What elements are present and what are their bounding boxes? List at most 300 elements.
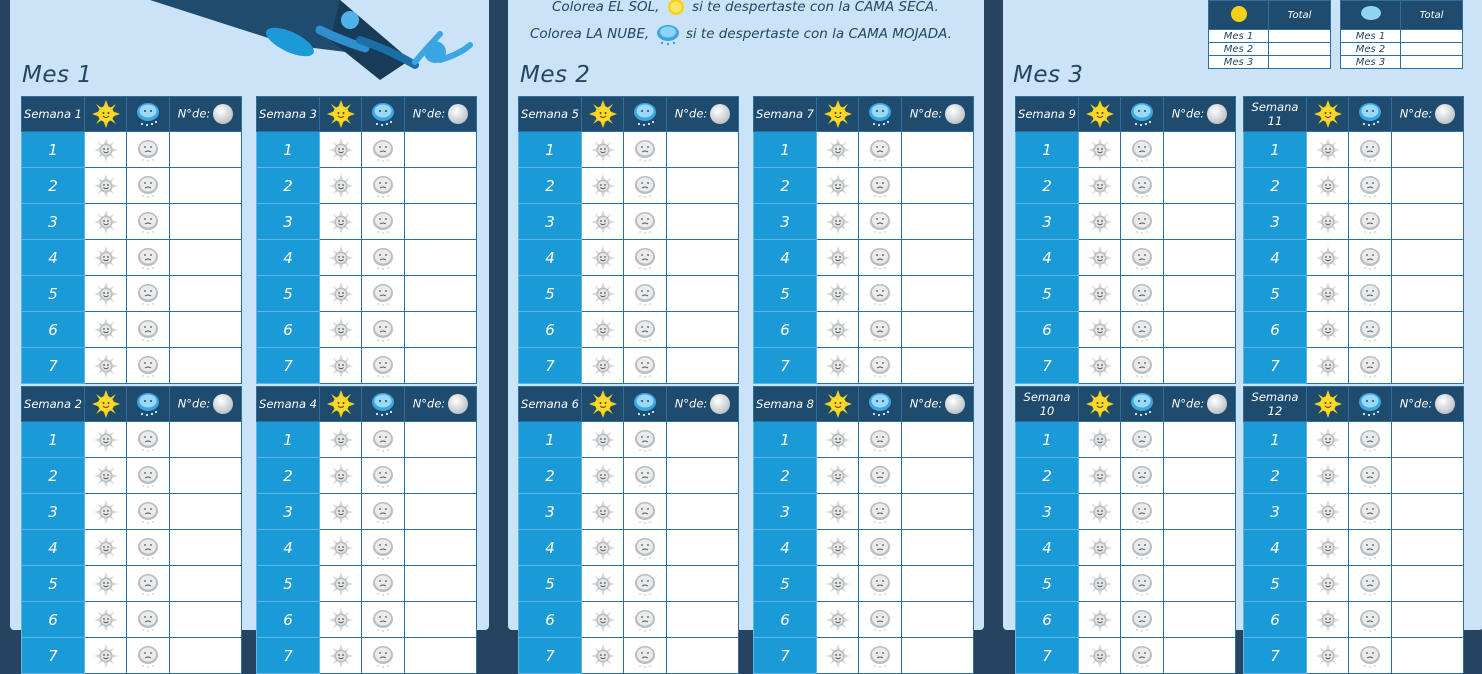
count-cell[interactable] <box>170 276 242 312</box>
count-cell[interactable] <box>405 638 477 674</box>
cloud-icon <box>631 643 659 669</box>
cloud-checkbox[interactable] <box>127 422 170 458</box>
sun-checkbox[interactable] <box>85 168 127 204</box>
cloud-checkbox[interactable] <box>624 240 667 276</box>
count-cell[interactable] <box>1164 494 1236 530</box>
count-cell[interactable] <box>1164 638 1236 674</box>
sun-checkbox[interactable] <box>817 312 859 348</box>
count-cell[interactable] <box>902 602 974 638</box>
cloud-icon <box>1127 99 1157 129</box>
count-label: N°de: <box>1399 106 1433 121</box>
count-cell[interactable] <box>1164 204 1236 240</box>
week-table <box>518 386 739 674</box>
cloud-checkbox[interactable] <box>1121 240 1164 276</box>
count-cell[interactable] <box>1164 566 1236 602</box>
cloud-checkbox[interactable] <box>1349 132 1392 168</box>
sun-icon <box>328 499 354 525</box>
table-row <box>22 638 242 674</box>
count-cell[interactable] <box>667 168 739 204</box>
count-cell[interactable] <box>405 312 477 348</box>
cloud-checkbox[interactable] <box>859 240 902 276</box>
sun-checkbox[interactable] <box>1079 276 1121 312</box>
cloud-icon <box>1128 173 1156 199</box>
sun-checkbox[interactable] <box>320 348 362 384</box>
cloud-icon <box>368 389 398 419</box>
sun-checkbox[interactable] <box>1307 168 1349 204</box>
sun-checkbox[interactable] <box>85 422 127 458</box>
week-table <box>1243 96 1464 384</box>
count-cell[interactable] <box>667 240 739 276</box>
sun-icon <box>588 99 618 129</box>
cloud-checkbox[interactable] <box>1121 566 1164 602</box>
cloud-checkbox[interactable] <box>362 348 405 384</box>
count-cell[interactable] <box>1164 530 1236 566</box>
cloud-checkbox[interactable] <box>859 638 902 674</box>
cloud-checkbox[interactable] <box>1349 348 1392 384</box>
cloud-checkbox[interactable] <box>624 530 667 566</box>
table-row <box>519 458 739 494</box>
sun-icon <box>1087 281 1113 307</box>
count-cell[interactable] <box>405 530 477 566</box>
sun-checkbox[interactable] <box>1307 204 1349 240</box>
count-cell[interactable] <box>170 458 242 494</box>
cloud-checkbox[interactable] <box>1121 422 1164 458</box>
sun-checkbox[interactable] <box>1079 422 1121 458</box>
summary-cell[interactable] <box>1269 43 1331 56</box>
cloud-checkbox[interactable] <box>362 276 405 312</box>
sun-checkbox[interactable] <box>1079 530 1121 566</box>
cloud-checkbox[interactable] <box>624 204 667 240</box>
cloud-icon <box>631 353 659 379</box>
sun-checkbox[interactable] <box>582 458 624 494</box>
count-cell[interactable] <box>1392 276 1464 312</box>
cloud-checkbox[interactable] <box>859 494 902 530</box>
cloud-checkbox[interactable] <box>1121 132 1164 168</box>
sun-checkbox[interactable] <box>85 312 127 348</box>
cloud-checkbox[interactable] <box>624 638 667 674</box>
sun-checkbox[interactable] <box>320 422 362 458</box>
count-cell[interactable] <box>667 348 739 384</box>
cloud-checkbox[interactable] <box>624 566 667 602</box>
cloud-checkbox[interactable] <box>127 638 170 674</box>
sun-icon <box>1315 427 1341 453</box>
summary-cloud-header <box>1341 1 1401 30</box>
table-row <box>1244 458 1464 494</box>
table-row <box>754 132 974 168</box>
cloud-checkbox[interactable] <box>859 530 902 566</box>
sun-checkbox[interactable] <box>320 132 362 168</box>
sun-checkbox[interactable] <box>582 638 624 674</box>
cloud-checkbox[interactable] <box>362 240 405 276</box>
count-cell[interactable] <box>170 530 242 566</box>
sun-checkbox[interactable] <box>1307 530 1349 566</box>
coin-icon <box>1435 104 1455 124</box>
cloud-checkbox[interactable] <box>362 602 405 638</box>
day-number: 3 <box>1244 204 1307 240</box>
count-label: N°de: <box>1171 106 1205 121</box>
sun-checkbox[interactable] <box>582 168 624 204</box>
count-cell[interactable] <box>1392 566 1464 602</box>
sun-checkbox[interactable] <box>582 530 624 566</box>
cloud-checkbox[interactable] <box>127 348 170 384</box>
day-number: 2 <box>257 168 320 204</box>
sun-checkbox[interactable] <box>582 422 624 458</box>
count-cell[interactable] <box>170 132 242 168</box>
sun-checkbox[interactable] <box>320 204 362 240</box>
sun-checkbox[interactable] <box>1079 494 1121 530</box>
cloud-checkbox[interactable] <box>362 204 405 240</box>
sun-checkbox[interactable] <box>817 348 859 384</box>
cloud-checkbox[interactable] <box>859 312 902 348</box>
cloud-checkbox[interactable] <box>127 276 170 312</box>
cloud-checkbox[interactable] <box>1121 276 1164 312</box>
cloud-checkbox[interactable] <box>859 458 902 494</box>
count-cell[interactable] <box>1164 348 1236 384</box>
cloud-icon <box>1128 137 1156 163</box>
cloud-checkbox[interactable] <box>1121 602 1164 638</box>
count-cell[interactable] <box>1392 348 1464 384</box>
count-cell[interactable] <box>902 132 974 168</box>
count-cell[interactable] <box>405 422 477 458</box>
cloud-checkbox[interactable] <box>1349 458 1392 494</box>
sun-checkbox[interactable] <box>1307 602 1349 638</box>
count-cell[interactable] <box>1164 458 1236 494</box>
sun-checkbox[interactable] <box>582 132 624 168</box>
count-cell[interactable] <box>667 566 739 602</box>
sun-checkbox[interactable] <box>320 312 362 348</box>
count-cell[interactable] <box>902 422 974 458</box>
count-cell[interactable] <box>902 494 974 530</box>
cloud-checkbox[interactable] <box>1121 638 1164 674</box>
cloud-checkbox[interactable] <box>1121 494 1164 530</box>
cloud-checkbox[interactable] <box>859 566 902 602</box>
summary-cell[interactable] <box>1269 30 1331 43</box>
sun-checkbox[interactable] <box>1079 204 1121 240</box>
count-label: N°de: <box>177 106 211 121</box>
count-cell[interactable] <box>170 494 242 530</box>
sun-checkbox[interactable] <box>85 132 127 168</box>
count-cell[interactable] <box>667 638 739 674</box>
count-cell[interactable] <box>1392 204 1464 240</box>
cloud-checkbox[interactable] <box>1349 530 1392 566</box>
table-row <box>22 530 242 566</box>
cloud-checkbox[interactable] <box>127 312 170 348</box>
count-cell[interactable] <box>170 240 242 276</box>
count-cell[interactable] <box>902 240 974 276</box>
sun-checkbox[interactable] <box>1079 168 1121 204</box>
summary-cell[interactable] <box>1401 30 1463 43</box>
cloud-checkbox[interactable] <box>1349 602 1392 638</box>
cloud-checkbox[interactable] <box>624 602 667 638</box>
count-cell[interactable] <box>1392 602 1464 638</box>
count-cell[interactable] <box>1164 312 1236 348</box>
count-cell[interactable] <box>405 458 477 494</box>
cloud-checkbox[interactable] <box>1121 458 1164 494</box>
count-cell[interactable] <box>902 276 974 312</box>
count-cell[interactable] <box>902 530 974 566</box>
count-cell[interactable] <box>667 458 739 494</box>
count-cell[interactable] <box>1164 240 1236 276</box>
sun-checkbox[interactable] <box>320 168 362 204</box>
cloud-checkbox[interactable] <box>127 566 170 602</box>
sun-checkbox[interactable] <box>320 240 362 276</box>
cloud-checkbox[interactable] <box>127 168 170 204</box>
day-number: 1 <box>1244 132 1307 168</box>
sun-checkbox[interactable] <box>817 240 859 276</box>
sun-checkbox[interactable] <box>1079 602 1121 638</box>
sun-checkbox[interactable] <box>85 240 127 276</box>
count-cell[interactable] <box>667 204 739 240</box>
count-cell[interactable] <box>405 132 477 168</box>
cloud-checkbox[interactable] <box>362 530 405 566</box>
count-cell[interactable] <box>170 348 242 384</box>
count-cell[interactable] <box>1164 132 1236 168</box>
sun-checkbox[interactable] <box>582 240 624 276</box>
cloud-checkbox[interactable] <box>859 132 902 168</box>
sun-checkbox[interactable] <box>85 204 127 240</box>
sun-column-header <box>582 97 624 132</box>
cloud-checkbox[interactable] <box>127 494 170 530</box>
sun-checkbox[interactable] <box>1079 348 1121 384</box>
count-cell[interactable] <box>1392 168 1464 204</box>
sun-checkbox[interactable] <box>817 602 859 638</box>
summary-cell[interactable] <box>1401 43 1463 56</box>
cloud-checkbox[interactable] <box>624 348 667 384</box>
sun-checkbox[interactable] <box>817 638 859 674</box>
cloud-checkbox[interactable] <box>1349 422 1392 458</box>
count-cell[interactable] <box>1392 638 1464 674</box>
cloud-checkbox[interactable] <box>127 602 170 638</box>
count-cell[interactable] <box>902 168 974 204</box>
sun-checkbox[interactable] <box>85 566 127 602</box>
sun-checkbox[interactable] <box>817 458 859 494</box>
cloud-checkbox[interactable] <box>1349 168 1392 204</box>
sun-checkbox[interactable] <box>1307 422 1349 458</box>
cloud-checkbox[interactable] <box>624 458 667 494</box>
sun-icon <box>1087 173 1113 199</box>
sun-checkbox[interactable] <box>817 132 859 168</box>
cloud-checkbox[interactable] <box>362 458 405 494</box>
sun-checkbox[interactable] <box>582 348 624 384</box>
day-number: 5 <box>257 276 320 312</box>
sun-checkbox[interactable] <box>1079 132 1121 168</box>
count-cell[interactable] <box>1164 422 1236 458</box>
cloud-checkbox[interactable] <box>624 312 667 348</box>
cloud-checkbox[interactable] <box>1121 348 1164 384</box>
sun-checkbox[interactable] <box>85 276 127 312</box>
count-cell[interactable] <box>667 530 739 566</box>
count-cell[interactable] <box>1392 458 1464 494</box>
cloud-checkbox[interactable] <box>362 638 405 674</box>
sun-checkbox[interactable] <box>582 276 624 312</box>
day-number: 4 <box>519 530 582 566</box>
sun-checkbox[interactable] <box>582 602 624 638</box>
cloud-checkbox[interactable] <box>127 204 170 240</box>
sun-checkbox[interactable] <box>320 494 362 530</box>
count-cell[interactable] <box>667 132 739 168</box>
count-cell[interactable] <box>1392 312 1464 348</box>
sun-checkbox[interactable] <box>817 530 859 566</box>
cloud-checkbox[interactable] <box>362 312 405 348</box>
sun-checkbox[interactable] <box>582 312 624 348</box>
sun-checkbox[interactable] <box>1079 240 1121 276</box>
cloud-checkbox[interactable] <box>127 240 170 276</box>
cloud-checkbox[interactable] <box>1349 566 1392 602</box>
sun-checkbox[interactable] <box>85 530 127 566</box>
cloud-checkbox[interactable] <box>362 132 405 168</box>
cloud-checkbox[interactable] <box>859 602 902 638</box>
count-cell[interactable] <box>405 168 477 204</box>
sun-checkbox[interactable] <box>817 204 859 240</box>
count-cell[interactable] <box>170 638 242 674</box>
count-cell[interactable] <box>902 312 974 348</box>
count-cell[interactable] <box>1392 530 1464 566</box>
cloud-checkbox[interactable] <box>624 276 667 312</box>
count-cell[interactable] <box>902 458 974 494</box>
sun-checkbox[interactable] <box>817 276 859 312</box>
cloud-checkbox[interactable] <box>1349 312 1392 348</box>
cloud-checkbox[interactable] <box>1349 638 1392 674</box>
sun-checkbox[interactable] <box>582 566 624 602</box>
sun-checkbox[interactable] <box>817 168 859 204</box>
count-cell[interactable] <box>1164 276 1236 312</box>
cloud-checkbox[interactable] <box>624 494 667 530</box>
count-cell[interactable] <box>170 204 242 240</box>
sun-checkbox[interactable] <box>320 566 362 602</box>
cloud-checkbox[interactable] <box>127 458 170 494</box>
sun-checkbox[interactable] <box>582 494 624 530</box>
count-cell[interactable] <box>170 602 242 638</box>
count-cell[interactable] <box>405 602 477 638</box>
cloud-checkbox[interactable] <box>624 168 667 204</box>
table-row <box>22 422 242 458</box>
cloud-checkbox[interactable] <box>127 530 170 566</box>
summary-cell[interactable] <box>1401 56 1463 69</box>
sun-checkbox[interactable] <box>320 602 362 638</box>
cloud-checkbox[interactable] <box>362 494 405 530</box>
coin-icon <box>213 394 233 414</box>
cloud-checkbox[interactable] <box>1121 312 1164 348</box>
count-cell[interactable] <box>667 494 739 530</box>
table-row <box>519 204 739 240</box>
day-number: 3 <box>519 494 582 530</box>
sun-checkbox[interactable] <box>1307 312 1349 348</box>
count-cell[interactable] <box>1164 168 1236 204</box>
cloud-checkbox[interactable] <box>859 348 902 384</box>
sun-checkbox[interactable] <box>320 638 362 674</box>
sun-checkbox[interactable] <box>1307 494 1349 530</box>
sun-checkbox[interactable] <box>85 458 127 494</box>
count-cell[interactable] <box>405 494 477 530</box>
table-row <box>257 602 477 638</box>
cloud-checkbox[interactable] <box>1349 240 1392 276</box>
cloud-checkbox[interactable] <box>1121 168 1164 204</box>
cloud-checkbox[interactable] <box>1349 276 1392 312</box>
sun-checkbox[interactable] <box>582 204 624 240</box>
sun-checkbox[interactable] <box>1307 566 1349 602</box>
cloud-checkbox[interactable] <box>1349 494 1392 530</box>
count-cell[interactable] <box>170 312 242 348</box>
sun-checkbox[interactable] <box>1307 132 1349 168</box>
cloud-checkbox[interactable] <box>127 132 170 168</box>
count-cell[interactable] <box>1392 132 1464 168</box>
cloud-checkbox[interactable] <box>362 566 405 602</box>
count-cell[interactable] <box>1392 240 1464 276</box>
cloud-checkbox[interactable] <box>859 422 902 458</box>
sun-checkbox[interactable] <box>1079 566 1121 602</box>
cloud-checkbox[interactable] <box>859 276 902 312</box>
sun-checkbox[interactable] <box>1079 638 1121 674</box>
week-label: Semana 9 <box>1016 97 1079 132</box>
cloud-checkbox[interactable] <box>362 168 405 204</box>
sun-checkbox[interactable] <box>320 276 362 312</box>
summary-cell[interactable] <box>1269 56 1331 69</box>
cloud-checkbox[interactable] <box>859 168 902 204</box>
count-cell[interactable] <box>405 204 477 240</box>
cloud-checkbox[interactable] <box>1121 530 1164 566</box>
sun-checkbox[interactable] <box>817 566 859 602</box>
sun-checkbox[interactable] <box>320 458 362 494</box>
sun-checkbox[interactable] <box>1307 276 1349 312</box>
sun-checkbox[interactable] <box>1079 458 1121 494</box>
count-cell[interactable] <box>667 602 739 638</box>
count-cell[interactable] <box>667 312 739 348</box>
sun-checkbox[interactable] <box>1307 638 1349 674</box>
count-cell[interactable] <box>170 422 242 458</box>
count-cell[interactable] <box>170 566 242 602</box>
count-cell[interactable] <box>902 204 974 240</box>
count-cell[interactable] <box>1392 422 1464 458</box>
sun-checkbox[interactable] <box>320 530 362 566</box>
day-number: 3 <box>22 494 85 530</box>
sun-checkbox[interactable] <box>85 638 127 674</box>
count-cell[interactable] <box>405 240 477 276</box>
sun-checkbox[interactable] <box>1079 312 1121 348</box>
cloud-checkbox[interactable] <box>624 422 667 458</box>
count-cell[interactable] <box>405 348 477 384</box>
count-cell[interactable] <box>1164 602 1236 638</box>
count-cell[interactable] <box>170 168 242 204</box>
cloud-checkbox[interactable] <box>1121 204 1164 240</box>
coin-icon <box>1207 394 1227 414</box>
sun-checkbox[interactable] <box>817 494 859 530</box>
table-row <box>1244 494 1464 530</box>
count-cell[interactable] <box>667 276 739 312</box>
sun-checkbox[interactable] <box>1307 348 1349 384</box>
count-cell[interactable] <box>902 348 974 384</box>
cloud-checkbox[interactable] <box>859 204 902 240</box>
sun-checkbox[interactable] <box>817 422 859 458</box>
count-cell[interactable] <box>667 422 739 458</box>
cloud-checkbox[interactable] <box>1349 204 1392 240</box>
count-cell[interactable] <box>902 566 974 602</box>
sun-checkbox[interactable] <box>85 348 127 384</box>
count-cell[interactable] <box>405 566 477 602</box>
cloud-checkbox[interactable] <box>624 132 667 168</box>
table-row <box>1016 602 1236 638</box>
count-cell[interactable] <box>1392 494 1464 530</box>
sun-checkbox[interactable] <box>1307 458 1349 494</box>
sun-checkbox[interactable] <box>1307 240 1349 276</box>
count-cell[interactable] <box>405 276 477 312</box>
sun-checkbox[interactable] <box>85 494 127 530</box>
cloud-checkbox[interactable] <box>362 422 405 458</box>
day-number: 2 <box>22 168 85 204</box>
count-column-header <box>405 97 477 132</box>
sun-icon <box>93 643 119 669</box>
count-cell[interactable] <box>902 638 974 674</box>
sun-checkbox[interactable] <box>85 602 127 638</box>
